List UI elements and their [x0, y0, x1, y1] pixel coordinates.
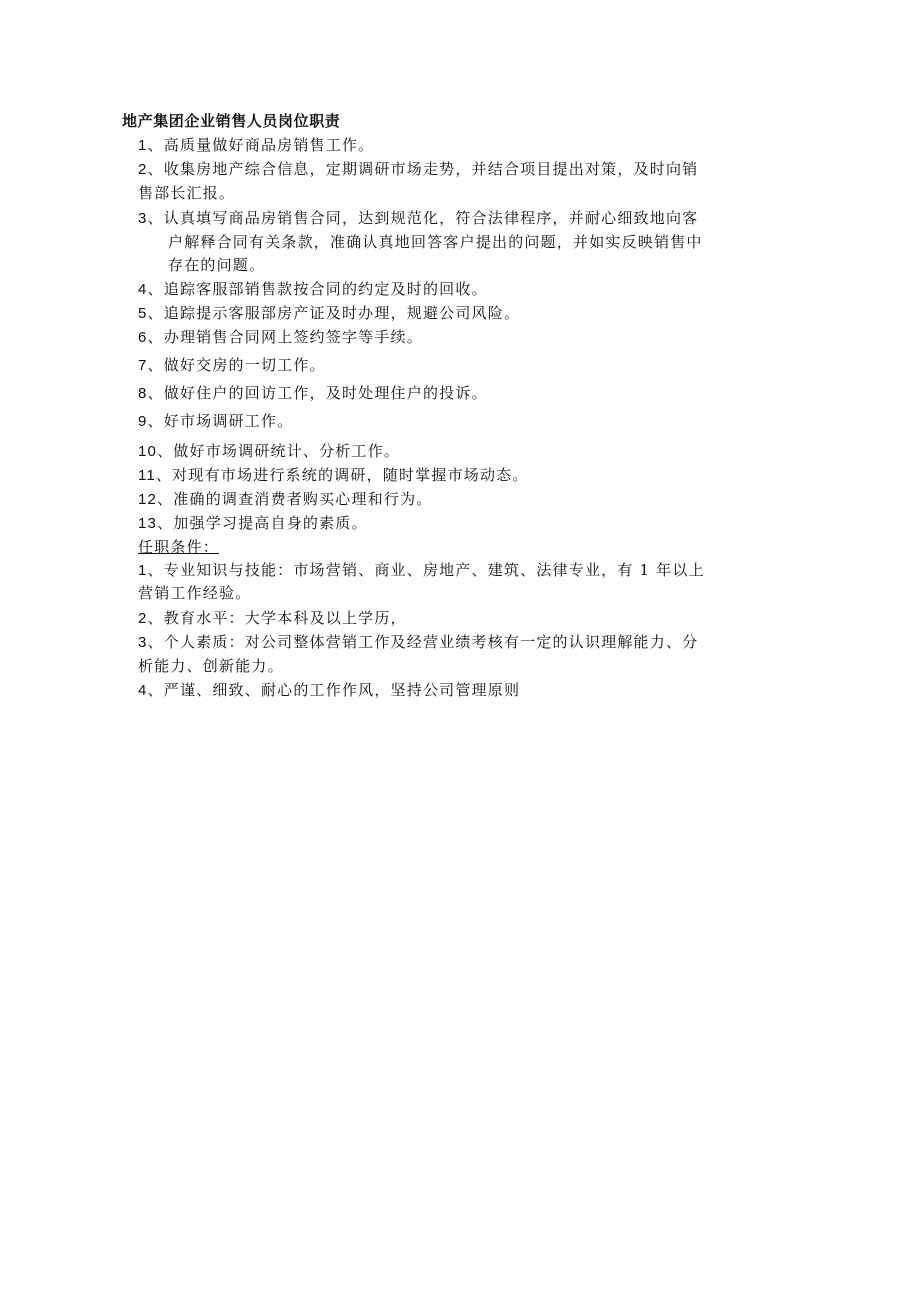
duty-text: 、做好住户的回访工作，及时处理住户的投诉。: [147, 384, 488, 402]
duty-item-3-continued: 户解释合同有关条款，准确认真地回答客户提出的问题，并如实反映销售中: [168, 233, 703, 251]
duty-text: 、做好市场调研统计、分析工作。: [157, 442, 401, 460]
duty-text: 、对现有市场进行系统的调研，随时掌握市场动态。: [155, 466, 529, 484]
duty-text: 、追踪客服部销售款按合同的约定及时的回收。: [147, 280, 488, 298]
requirement-item-4: [138, 679, 520, 702]
duty-item-3-continued: 存在的问题。: [168, 256, 266, 274]
duty-item-9: [138, 410, 293, 433]
duty-number: 10: [138, 443, 158, 460]
requirement-number: 3: [138, 634, 148, 651]
duty-item-4: [138, 278, 488, 301]
duty-item-2: [138, 158, 698, 181]
duty-number: 7: [138, 357, 148, 374]
requirement-text: 、教育水平：大学本科及以上学历，: [147, 609, 407, 627]
duty-item-5: [138, 302, 520, 325]
duty-number: 9: [138, 413, 148, 430]
duty-number: 11: [138, 467, 156, 484]
duty-number: 2: [138, 161, 148, 178]
requirement-item-1: [138, 559, 705, 582]
duty-item-2-continued: 售部长汇报。: [138, 184, 236, 202]
duty-item-11: [138, 464, 529, 487]
duty-text: 、追踪提示客服部房产证及时办理，规避公司风险。: [147, 304, 521, 322]
duty-number: 3: [138, 210, 148, 227]
duty-item-8: [138, 382, 488, 405]
duty-text: 、办理销售合同网上签约签字等手续。: [147, 328, 423, 346]
duty-number: 13: [138, 515, 158, 532]
requirement-item-3: [138, 631, 698, 654]
requirement-item-3-continued: 析能力、创新能力。: [138, 657, 284, 675]
duty-number: 1: [138, 137, 148, 154]
duty-text: 、加强学习提高自身的素质。: [157, 514, 368, 532]
duty-number: 5: [138, 305, 148, 322]
duty-item-12: [138, 488, 433, 511]
requirement-text: 、严谨、细致、耐心的工作作风，坚持公司管理原则: [147, 681, 521, 699]
requirement-text: 、个人素质：对公司整体营销工作及经营业绩考核有一定的认识理解能力、分: [147, 633, 699, 651]
document-title: 地产集团企业销售人员岗位职责: [122, 112, 341, 130]
duty-text: 、收集房地产综合信息，定期调研市场走势，并结合项目提出对策，及时向销: [147, 160, 699, 178]
requirement-number: 2: [138, 610, 148, 627]
duty-item-10: [138, 440, 400, 463]
duty-text: 、高质量做好商品房销售工作。: [147, 136, 375, 154]
duty-item-1: [138, 134, 374, 157]
duty-item-7: [138, 354, 326, 377]
duty-item-13: [138, 512, 368, 535]
duty-number: 6: [138, 329, 148, 346]
requirement-text: 、专业知识与技能：市场营销、商业、房地产、建筑、法律专业，有 1 年以上: [147, 561, 705, 579]
duty-number: 12: [138, 491, 158, 508]
requirement-number: 1: [138, 562, 148, 579]
requirement-item-2: [138, 607, 407, 630]
requirement-item-1-continued: 营销工作经验。: [138, 584, 252, 602]
duty-text: 、好市场调研工作。: [147, 412, 294, 430]
duty-number: 4: [138, 281, 148, 298]
duty-text: 、做好交房的一切工作。: [147, 356, 326, 374]
duty-text: 、认真填写商品房销售合同，达到规范化，符合法律程序，并耐心细致地向客: [147, 209, 699, 227]
duty-item-6: [138, 326, 423, 349]
duty-text: 、准确的调查消费者购买心理和行为。: [157, 490, 433, 508]
duty-item-3: [138, 207, 698, 230]
requirements-heading: 任职条件：: [138, 538, 220, 556]
requirement-number: 4: [138, 682, 148, 699]
duty-number: 8: [138, 385, 148, 402]
